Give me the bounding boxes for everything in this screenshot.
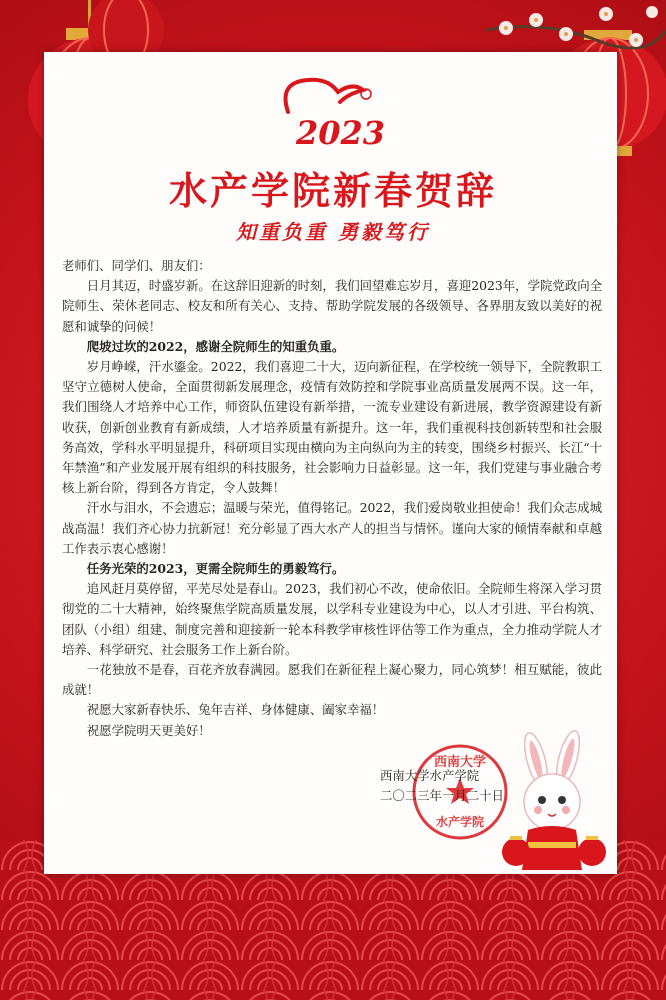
letter-heading: 任务光荣的2023，更需全院师生的勇毅笃行。 (86, 561, 345, 577)
letter-paragraph: 追风赶月莫停留，平芜尽处是春山。2023，我们初心不改，使命依旧。全院师生将深入学习贯彻党的二十大精神，始终聚焦学院高质量发展，以学科专业建设为中心，以人才引进、平台构筑、团队（小组）组建、制度完善和迎接新一轮本科教学审核性评估等工作为重点，全力推动学院人才培养、科学研究、社会服务工作上新台阶。 (62, 581, 602, 657)
letter-greeting: 老师们、同学们、朋友们： (62, 258, 211, 273)
signature-block (380, 766, 504, 806)
rabbit-mascot-icon (496, 730, 614, 880)
letter-heading: 爬坡过坎的2022，感谢全院师生的知重负重。 (86, 338, 345, 354)
signature-org: 西南大学水产学院 (380, 768, 480, 783)
letter-paragraph: 一花独放不是春，百花齐放春满园。愿我们在新征程上凝心聚力，同心筑梦！相互赋能，彼此成就！ (62, 662, 602, 698)
letter-paragraph: 日月其迈，时盛岁新。在这辞旧迎新的时刻，我们回望难忘岁月，喜迎2023年，学院党政向全院师生、荣休老同志、校友和所有关心、支持、帮助学院发展的各级领导、各界朋友致以美好的祝愿和诚挚的问候！ (62, 278, 602, 334)
rabbit-logo-icon (268, 72, 398, 152)
letter-paragraph: 祝愿学院明天更美好！ (86, 722, 211, 738)
signature-date: 二〇二三年一月二十日 (380, 788, 504, 803)
logo-year: 2023 (296, 114, 386, 152)
letter-paragraph: 岁月峥嵘，汗水鎏金。2022，我们喜迎二十大，迈向新征程，在学校统一领导下，全院教职工坚守立德树人使命，全面贯彻新发展理念，疫情有效防控和学院事业高质量发展两不误。这一年，我们围绕人才培养中心工作，师资队伍建设有新举措，一流专业建设有新进展，教学资源建设有新收获，创新创业教育有新成绩，人才培养质量有新提升。这一年，我们重视科技创新转型和社会服务高效，学科水平明显提升，科研项目实现由横向为主向纵向为主的转变，围绕乡村振兴、长江“十年禁渔”和产业发展开展有组织的科技服务，社会影响力日益彰显。这一年，我们党建与事业融合考核上新台阶，得到各方肯定，令人鼓舞！ (62, 359, 602, 496)
letter-paragraph: 祝愿大家新春快乐、兔年吉祥、身体健康、阖家幸福！ (86, 702, 385, 718)
page-title: 水产学院新春贺辞 (168, 168, 497, 213)
seal-bottom-text: 水产学院 (435, 815, 485, 829)
page-subtitle: 知重负重 勇毅笃行 (236, 220, 430, 244)
seal-top-text: 西南大学 (433, 755, 487, 770)
letter-paragraph: 汗水与泪水，不会遗忘；温暖与荣光，值得铭记。2022，我们爱岗敬业担使命！我们众志成城战高温！我们齐心协力抗新冠！充分彰显了西大水产人的担当与情怀。谨向大家的倾情奉献和卓越工作表示衷心感谢！ (62, 500, 602, 556)
letter-body (62, 256, 602, 741)
